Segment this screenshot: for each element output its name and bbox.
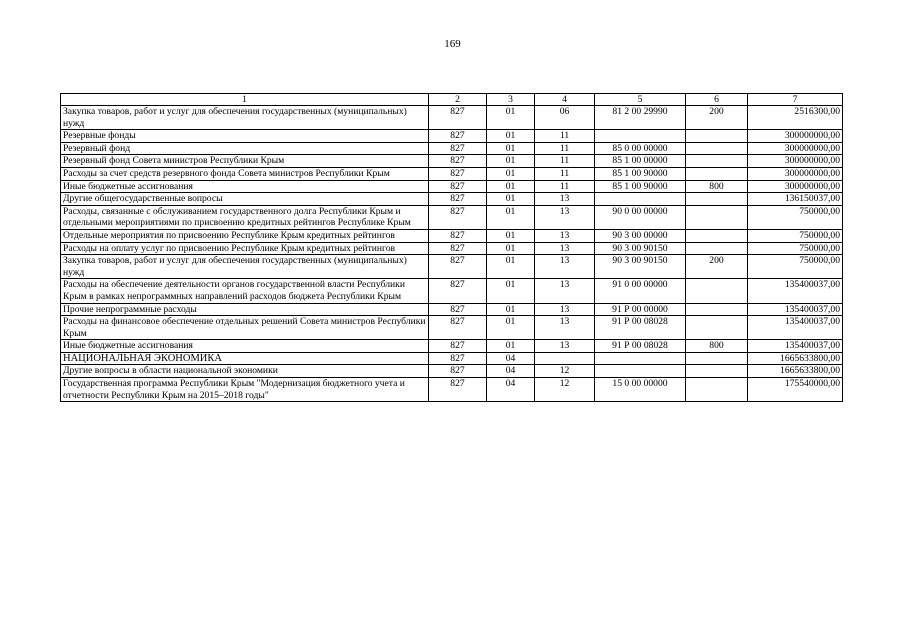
row-code-expense-type: 800 <box>686 340 748 353</box>
header-cell: 7 <box>748 94 843 106</box>
table-row <box>61 155 843 168</box>
row-code-subsection: 13 <box>535 193 595 206</box>
row-code-section: 04 <box>487 352 535 365</box>
row-code-expense-type <box>686 316 748 340</box>
row-amount: 135400037,00 <box>748 279 843 303</box>
header-cell: 2 <box>429 94 487 106</box>
row-code-ministry: 827 <box>429 378 487 402</box>
row-name: Расходы на оплату услуг по присвоению Республике Крым кредитных рейтингов <box>61 242 429 255</box>
row-code-section: 01 <box>487 193 535 206</box>
row-code-section: 01 <box>487 130 535 143</box>
table-row <box>61 303 843 316</box>
row-code-target: 90 3 00 90150 <box>595 255 686 279</box>
row-code-ministry: 827 <box>429 255 487 279</box>
row-name: Закупка товаров, работ и услуг для обеспечения государственных (муниципальных) нужд <box>61 255 429 279</box>
row-code-expense-type <box>686 193 748 206</box>
row-code-section: 01 <box>487 242 535 255</box>
row-code-section: 01 <box>487 106 535 130</box>
row-code-ministry: 827 <box>429 352 487 365</box>
row-code-expense-type <box>686 130 748 143</box>
row-code-expense-type <box>686 378 748 402</box>
row-name: Прочие непрограммные расходы <box>61 303 429 316</box>
row-code-section: 04 <box>487 365 535 378</box>
header-row <box>61 94 843 106</box>
table-row <box>61 255 843 279</box>
row-amount: 300000000,00 <box>748 155 843 168</box>
row-code-target <box>595 193 686 206</box>
row-name: Другие общегосударственные вопросы <box>61 193 429 206</box>
table-row <box>61 316 843 340</box>
row-code-target: 91 Р 00 00000 <box>595 303 686 316</box>
row-code-subsection: 11 <box>535 155 595 168</box>
table-row <box>61 352 843 365</box>
row-name: Закупка товаров, работ и услуг для обеспечения государственных (муниципальных) нужд <box>61 106 429 130</box>
row-name: НАЦИОНАЛЬНАЯ ЭКОНОМИКА <box>61 352 429 365</box>
row-code-expense-type: 200 <box>686 106 748 130</box>
row-code-ministry: 827 <box>429 340 487 353</box>
row-code-section: 01 <box>487 279 535 303</box>
table-row <box>61 365 843 378</box>
row-code-target: 90 3 00 00000 <box>595 229 686 242</box>
row-amount: 300000000,00 <box>748 167 843 180</box>
row-code-subsection <box>535 352 595 365</box>
row-code-target: 91 0 00 00000 <box>595 279 686 303</box>
row-code-target <box>595 365 686 378</box>
row-amount: 300000000,00 <box>748 180 843 193</box>
budget-table <box>60 93 843 402</box>
table-row <box>61 242 843 255</box>
row-code-subsection: 11 <box>535 142 595 155</box>
row-name: Расходы, связанные с обслуживанием государственного долга Республики Крым и отдельными мероприятиями по присвоению кредитных рейтингов Республике Крым <box>61 205 429 229</box>
row-code-subsection: 13 <box>535 340 595 353</box>
row-amount: 300000000,00 <box>748 130 843 143</box>
table-row <box>61 142 843 155</box>
row-code-subsection: 13 <box>535 205 595 229</box>
row-code-section: 01 <box>487 303 535 316</box>
row-code-target: 91 Р 00 08028 <box>595 340 686 353</box>
row-code-ministry: 827 <box>429 229 487 242</box>
row-code-section: 01 <box>487 340 535 353</box>
row-code-expense-type <box>686 279 748 303</box>
header-cell: 3 <box>487 94 535 106</box>
row-name: Другие вопросы в области национальной экономики <box>61 365 429 378</box>
row-code-target: 15 0 00 00000 <box>595 378 686 402</box>
row-code-expense-type <box>686 229 748 242</box>
row-code-subsection: 13 <box>535 279 595 303</box>
row-code-ministry: 827 <box>429 106 487 130</box>
row-amount: 750000,00 <box>748 229 843 242</box>
row-code-target <box>595 352 686 365</box>
row-code-section: 01 <box>487 142 535 155</box>
row-name: Расходы на обеспечение деятельности органов государственной власти Республики Крым в рамках непрограммных направлений расходов бюджета Республики Крым <box>61 279 429 303</box>
row-amount: 135400037,00 <box>748 340 843 353</box>
row-code-ministry: 827 <box>429 316 487 340</box>
table-row <box>61 180 843 193</box>
row-name: Резервный фонд <box>61 142 429 155</box>
row-code-target: 85 1 00 90000 <box>595 167 686 180</box>
row-code-ministry: 827 <box>429 279 487 303</box>
row-code-subsection: 13 <box>535 303 595 316</box>
row-code-section: 01 <box>487 229 535 242</box>
row-name: Иные бюджетные ассигнования <box>61 340 429 353</box>
row-code-ministry: 827 <box>429 142 487 155</box>
row-name: Иные бюджетные ассигнования <box>61 180 429 193</box>
row-code-expense-type <box>686 155 748 168</box>
row-code-subsection: 13 <box>535 242 595 255</box>
header-cell: 1 <box>61 94 429 106</box>
row-code-section: 01 <box>487 255 535 279</box>
row-code-expense-type <box>686 303 748 316</box>
row-code-expense-type <box>686 242 748 255</box>
row-code-section: 04 <box>487 378 535 402</box>
row-name: Резервные фонды <box>61 130 429 143</box>
row-code-target: 85 1 00 00000 <box>595 155 686 168</box>
row-code-expense-type: 800 <box>686 180 748 193</box>
row-amount: 175540000,00 <box>748 378 843 402</box>
row-amount: 2516300,00 <box>748 106 843 130</box>
row-name: Государственная программа Республики Крым "Модернизация бюджетного учета и отчетности Республики Крым на 2015–2018 годы" <box>61 378 429 402</box>
header-cell: 6 <box>686 94 748 106</box>
row-code-target: 90 3 00 90150 <box>595 242 686 255</box>
table-row <box>61 205 843 229</box>
row-code-expense-type: 200 <box>686 255 748 279</box>
row-code-target: 85 0 00 00000 <box>595 142 686 155</box>
row-code-ministry: 827 <box>429 180 487 193</box>
row-amount: 750000,00 <box>748 205 843 229</box>
row-code-ministry: 827 <box>429 167 487 180</box>
table-row <box>61 279 843 303</box>
table-row <box>61 106 843 130</box>
table-row <box>61 378 843 402</box>
row-code-expense-type <box>686 205 748 229</box>
row-code-section: 01 <box>487 155 535 168</box>
row-code-expense-type <box>686 167 748 180</box>
table-row <box>61 130 843 143</box>
header-cell: 5 <box>595 94 686 106</box>
row-code-subsection: 06 <box>535 106 595 130</box>
row-code-target: 91 Р 00 08028 <box>595 316 686 340</box>
row-code-target: 81 2 00 29990 <box>595 106 686 130</box>
row-code-ministry: 827 <box>429 130 487 143</box>
row-code-section: 01 <box>487 167 535 180</box>
row-code-expense-type <box>686 365 748 378</box>
row-name: Расходы за счет средств резервного фонда Совета министров Республики Крым <box>61 167 429 180</box>
row-code-ministry: 827 <box>429 303 487 316</box>
row-code-target <box>595 130 686 143</box>
row-name: Расходы на финансовое обеспечение отдельных решений Совета министров Республики Крым <box>61 316 429 340</box>
row-name: Отдельные мероприятия по присвоению Республике Крым кредитных рейтингов <box>61 229 429 242</box>
row-code-expense-type <box>686 142 748 155</box>
row-code-subsection: 13 <box>535 255 595 279</box>
row-code-subsection: 11 <box>535 130 595 143</box>
table-row <box>61 167 843 180</box>
row-amount: 750000,00 <box>748 242 843 255</box>
row-code-section: 01 <box>487 205 535 229</box>
row-amount: 300000000,00 <box>748 142 843 155</box>
header-cell: 4 <box>535 94 595 106</box>
row-code-subsection: 11 <box>535 180 595 193</box>
row-code-target: 85 1 00 90000 <box>595 180 686 193</box>
row-code-section: 01 <box>487 316 535 340</box>
page-number: 169 <box>444 38 461 50</box>
row-code-subsection: 12 <box>535 365 595 378</box>
row-name: Резервный фонд Совета министров Республики Крым <box>61 155 429 168</box>
row-code-subsection: 13 <box>535 316 595 340</box>
row-code-ministry: 827 <box>429 205 487 229</box>
row-code-subsection: 11 <box>535 167 595 180</box>
row-code-section: 01 <box>487 180 535 193</box>
row-code-subsection: 13 <box>535 229 595 242</box>
row-amount: 135400037,00 <box>748 316 843 340</box>
table-row <box>61 229 843 242</box>
row-code-ministry: 827 <box>429 193 487 206</box>
row-code-ministry: 827 <box>429 365 487 378</box>
row-amount: 136150037,00 <box>748 193 843 206</box>
row-code-expense-type <box>686 352 748 365</box>
row-amount: 1665633800,00 <box>748 365 843 378</box>
table-row <box>61 193 843 206</box>
row-code-ministry: 827 <box>429 155 487 168</box>
row-amount: 1665633800,00 <box>748 352 843 365</box>
row-amount: 750000,00 <box>748 255 843 279</box>
table-row <box>61 340 843 353</box>
row-code-target: 90 0 00 00000 <box>595 205 686 229</box>
row-amount: 135400037,00 <box>748 303 843 316</box>
row-code-ministry: 827 <box>429 242 487 255</box>
row-code-subsection: 12 <box>535 378 595 402</box>
